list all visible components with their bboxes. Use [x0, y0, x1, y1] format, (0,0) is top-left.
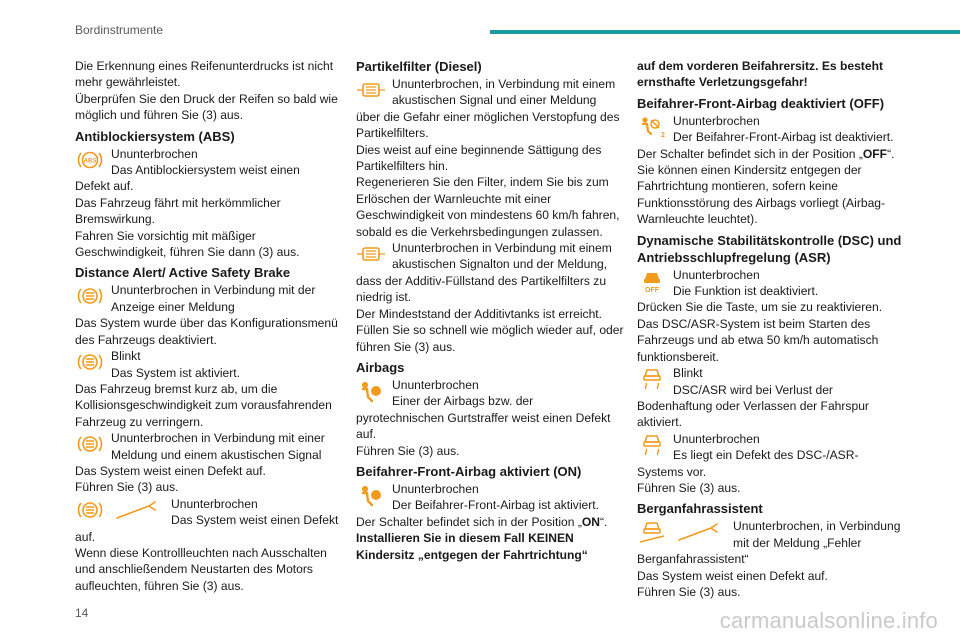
- abs-status: Ununterbrochen: [111, 146, 198, 161]
- abs-entry: [75, 146, 343, 179]
- dab-e4-desc: Das System weist einen Defekt: [171, 513, 339, 528]
- passenger-airbag-off-heading: Beifahrer-Front-Airbag deaktiviert (OFF): [637, 95, 885, 111]
- abs-para-2: Das Fahrzeug fährt mit herkömmlicher Bremswirkung.: [75, 195, 281, 227]
- dsc-e3-status: Ununterbrochen: [673, 431, 760, 446]
- dpf-e2-para-2: Der Mindeststand der Additivtanks ist erreicht.: [356, 306, 603, 321]
- dsc-skid-icon: [637, 433, 667, 457]
- dsc-e3-desc: Es liegt ein Defekt des DSC-/ASR-: [673, 448, 859, 463]
- dsc-e3-action: Führen Sie (3) aus.: [637, 480, 741, 495]
- dsc-e2-desc-cont: Bodenhaftung oder Verlassen der Fahrspur aktiviert.: [637, 398, 869, 430]
- header-title: Bordinstrumente: [75, 23, 164, 37]
- service-wrench-icon: [671, 520, 727, 544]
- airbags-entry: [356, 377, 624, 410]
- pab-on-switch-text: Der Schalter befindet sich in der Position „ON“.: [356, 514, 608, 529]
- passenger-airbag-off-icon: [637, 115, 667, 139]
- dpf-e2-desc: dass der Additiv-Füllstand des Partikelfilters zu niedrig ist.: [356, 273, 607, 305]
- dab-entry-1: [75, 282, 343, 315]
- active-safety-brake-icon: [75, 432, 105, 456]
- abs-desc-cont: Defekt auf.: [75, 179, 134, 194]
- svg-text:2: 2: [661, 131, 665, 139]
- abs-warning-icon: [75, 148, 105, 172]
- active-safety-brake-icon: [75, 284, 105, 308]
- dab-e3-status: Ununterbrochen in Verbindung mit einer Meldung und einem akustischen Signal: [111, 431, 325, 462]
- dsc-asr-heading: Dynamische Stabilitätskontrolle (DSC) und Antriebsschlupfregelung (ASR): [637, 232, 902, 265]
- hill-entry: [637, 518, 905, 551]
- dab-e3-action: Führen Sie (3) aus.: [75, 480, 179, 495]
- abs-heading: Antiblockiersystem (ABS): [75, 128, 235, 144]
- dab-entry-4: [75, 496, 343, 529]
- active-safety-brake-icon: [75, 498, 105, 522]
- watermark: carmanualsonline.info: [719, 608, 938, 633]
- hill-start-heading: Berganfahrassistent: [637, 501, 763, 517]
- dab-entry-2: [75, 348, 343, 381]
- dsc-entry-1: [637, 267, 905, 300]
- airbag-warning-icon: [356, 379, 386, 403]
- dpf-e1-para-2: Dies weist auf eine beginnende Sättigung des Partikelfilters hin.: [356, 142, 602, 174]
- dab-e2-desc: Das System ist aktiviert.: [111, 365, 241, 380]
- dsc-e1-status: Ununterbrochen: [673, 267, 760, 282]
- pab-on-status: Ununterbrochen: [392, 481, 479, 496]
- pab-off-status: Ununterbrochen: [673, 113, 760, 128]
- pab-on-desc: Der Beifahrer-Front-Airbag ist aktiviert.: [392, 498, 599, 513]
- dsc-entry-2: [637, 365, 905, 398]
- dpf-entry-2: [356, 240, 624, 273]
- hill-start-assist-icon: [637, 520, 667, 544]
- dpf-entry-1: [356, 76, 624, 109]
- pab-on-warning: Installieren Sie in diesem Fall KEINEN Kindersitz „entgegen der Fahrtrichtung“: [356, 531, 588, 562]
- page-number: 14: [75, 606, 89, 620]
- column-2: [356, 58, 624, 563]
- dpf-e1-para-3: Regenerieren Sie den Filter, indem Sie bis zum Erlöschen der Warnleuchte mit einer Geschwindigkeit von mindestens 60 km/h fahren, sobald es die Verkehrsbedingungen zulassen.: [356, 175, 620, 239]
- pab-off-entry: [637, 113, 905, 146]
- dpf-e1-desc: über die Gefahr einer möglichen Verstopfung des Partikelfilters.: [356, 109, 620, 141]
- dab-e2-status: Blinkt: [111, 349, 141, 364]
- pab-warning-cont: auf dem vorderen Beifahrersitz. Es besteht ernsthafte Verletzungsgefahr!: [637, 59, 883, 90]
- airbags-desc-cont: pyrotechnischen Gurtstraffer weist einen Defekt auf.: [356, 410, 611, 442]
- dsc-e1-desc-cont: Drücken Sie die Taste, um sie zu reaktivieren.: [637, 300, 883, 315]
- active-safety-brake-icon: [75, 350, 105, 374]
- passenger-airbag-on-icon: [356, 483, 386, 507]
- airbags-desc: Einer der Airbags bzw. der: [392, 394, 534, 409]
- abs-para-3: Fahren Sie vorsichtig mit mäßiger Geschwindigkeit, führen Sie dann (3) aus.: [75, 228, 300, 260]
- off-position-label: OFF: [862, 146, 888, 161]
- dsc-e2-status: Blinkt: [673, 366, 703, 381]
- dab-e4-desc-cont: auf.: [75, 529, 96, 544]
- hill-para-2: Das System weist einen Defekt auf.: [637, 568, 828, 583]
- dpf-e1-status: Ununterbrochen, in Verbindung mit einem akustischen Signal und einer Meldung: [392, 77, 616, 108]
- abs-desc: Das Antiblockiersystem weist einen: [111, 163, 300, 178]
- particle-filter-heading: Partikelfilter (Diesel): [356, 59, 482, 74]
- dpf-e2-para-3: Füllen Sie so schnell wie möglich wieder auf, oder führen Sie (3) aus.: [356, 323, 624, 354]
- dab-e4-para-2: Wenn diese Kontrollleuchten nach Ausschalten und anschließendem Neustarten des Motors aufleuchten, führen Sie (3) aus.: [75, 545, 327, 593]
- column-3: [637, 58, 905, 600]
- dsc-off-icon: [637, 269, 667, 293]
- dpf-e2-status: Ununterbrochen in Verbindung mit einem akustischen Signalton und der Meldung,: [392, 241, 612, 272]
- passenger-airbag-on-heading: Beifahrer-Front-Airbag aktiviert (ON): [356, 463, 582, 479]
- dsc-entry-3: [637, 431, 905, 464]
- distance-alert-heading: Distance Alert/ Active Safety Brake: [75, 265, 291, 281]
- hill-desc-cont: Berganfahrassistent“: [637, 552, 749, 567]
- airbags-action: Führen Sie (3) aus.: [356, 443, 460, 458]
- intro-text-2: Überprüfen Sie den Druck der Reifen so bald wie möglich und führen Sie (3) aus.: [75, 91, 338, 123]
- svg-text:ABS: ABS: [83, 158, 97, 165]
- dab-e2-desc-cont: Das Fahrzeug bremst kurz ab, um die Kollisionsgeschwindigkeit zum vorausfahrenden Fahrzeug zu verringern.: [75, 381, 332, 429]
- service-wrench-icon: [109, 498, 165, 522]
- dsc-skid-icon: [637, 367, 667, 391]
- dab-entry-3: [75, 430, 343, 463]
- dsc-e2-desc: DSC/ASR wird bei Verlust der: [673, 382, 833, 397]
- particle-filter-icon: [356, 242, 386, 266]
- pab-off-desc: Der Beifahrer-Front-Airbag ist deaktiviert.: [673, 130, 894, 145]
- dab-e4-status: Ununterbrochen: [171, 496, 258, 511]
- dab-e3-desc: Das System weist einen Defekt auf.: [75, 463, 266, 478]
- pab-off-switch-text: Der Schalter befindet sich in der Position „OFF“.: [637, 146, 895, 161]
- dsc-e1-para-2: Das DSC/ASR-System ist beim Starten des Fahrzeugs und ab etwa 50 km/h automatisch funktionsbereit.: [637, 316, 879, 364]
- column-1: [75, 58, 343, 594]
- dsc-e1-desc: Die Funktion ist deaktiviert.: [673, 284, 819, 299]
- svg-text:OFF: OFF: [645, 286, 659, 293]
- dab-e1-status: Ununterbrochen in Verbindung mit der Anzeige einer Meldung: [111, 283, 316, 314]
- airbags-heading: Airbags: [356, 359, 405, 375]
- dsc-e3-desc-cont: Systems vor.: [637, 464, 707, 479]
- on-position-label: ON: [581, 514, 601, 529]
- hill-action: Führen Sie (3) aus.: [637, 584, 741, 599]
- intro-text: Die Erkennung eines Reifenunterdrucks ist nicht mehr gewährleistet.: [75, 59, 334, 90]
- airbags-status: Ununterbrochen: [392, 377, 479, 392]
- hill-status: Ununterbrochen, in Verbindung mit der Meldung „Fehler: [733, 519, 901, 550]
- dab-e1-desc: Das System wurde über das Konfigurationsmenü des Fahrzeugs deaktiviert.: [75, 316, 338, 347]
- pab-on-entry: [356, 481, 624, 514]
- pab-off-para-2: Sie können einen Kindersitz entgegen der Fahrtrichtung montieren, sofern keine Funktionsstörung des Airbags vorliegt (Airbag-Warnleuchte leuchtet).: [637, 163, 886, 227]
- particle-filter-icon: [356, 78, 386, 102]
- header-accent-bar: [490, 30, 960, 34]
